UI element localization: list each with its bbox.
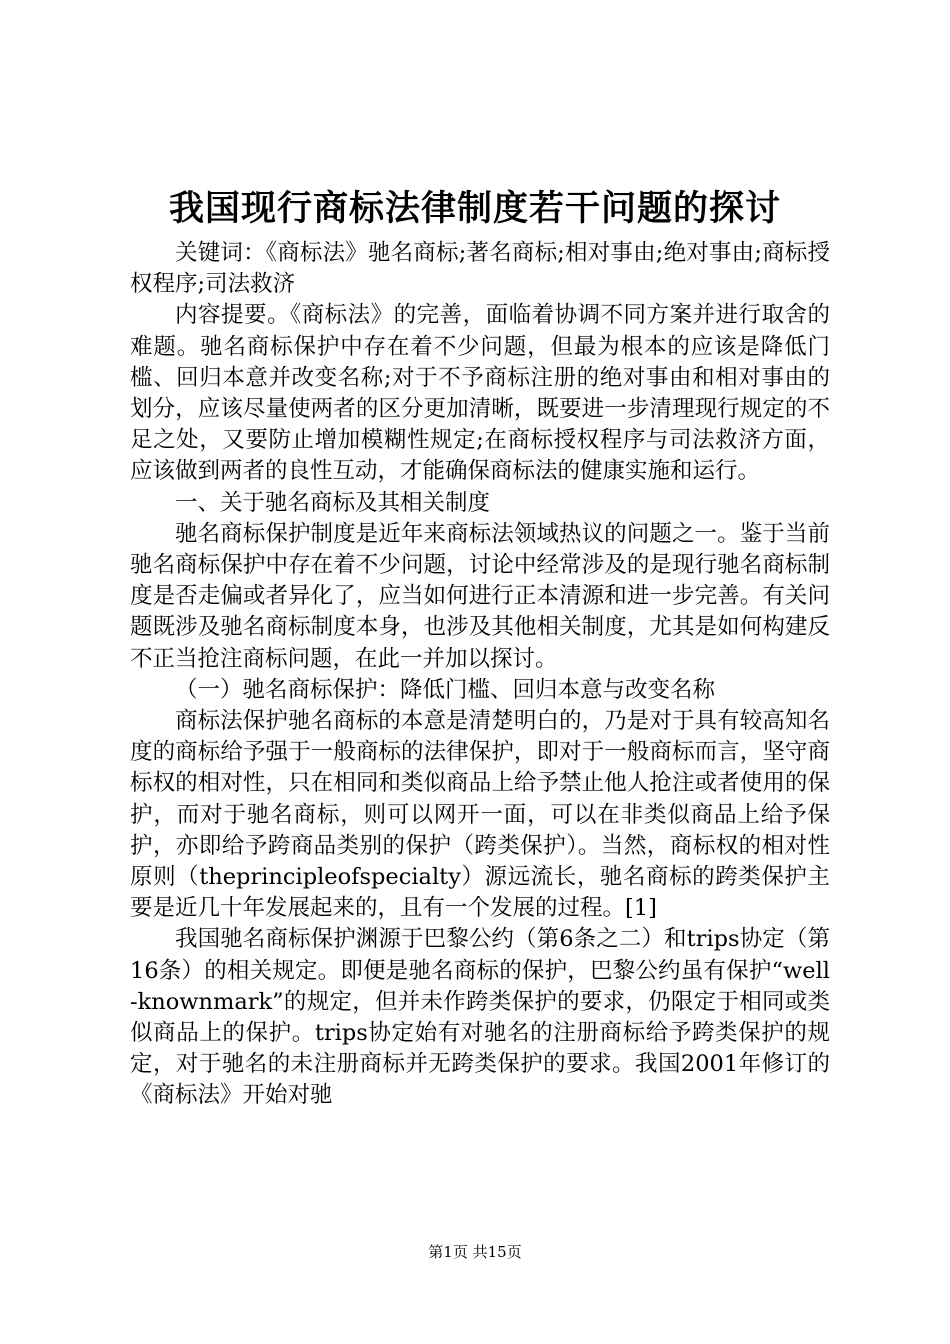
section-heading: 一、关于驰名商标及其相关制度 [175, 489, 491, 516]
keywords-paragraph: 关键词：《商标法》驰名商标;著名商标;相对事由;绝对事由;商标授权程序;司法救济 [130, 240, 830, 298]
abstract-paragraph: 内容提要。《商标法》的完善，面临着协调不同方案并进行取舍的难题。驰名商标保护中存在着不少问题，但最为根本的应该是降低门槛、回归本意并改变名称;对于不予商标注册的绝对事由和相对事由的划分，应该尽量使两者的区分更加清晰，既要进一步清理现行规定的不足之处，又要防止增加模糊性规定;在商标授权程序与司法救济方面，应该做到两者的良性互动，才能确保商标法的健康实施和运行。 [130, 302, 830, 485]
body-paragraph: 驰名商标保护制度是近年来商标法领域热议的问题之一。鉴于当前驰名商标保护中存在着不少问题，讨论中经常涉及的是现行驰名商标制度是否走偏或者异化了，应当如何进行正本清源和进一步完善。有关问题既涉及驰名商标制度本身，也涉及其他相关制度，尤其是如何构建反不正当抢注商标问题，在此一并加以探讨。 [130, 520, 830, 672]
body-paragraph: 我国驰名商标保护渊源于巴黎公约（第6条之二）和trips协定（第16条）的相关规定。即便是驰名商标的保护，巴黎公约虽有保护“well-knownmark”的规定，但并未作跨类保护的要求，仍限定于相同或类似商品上的保护。trips协定始有对驰名的注册商标给予跨类保护的规定，对于驰名的未注册商标并无跨类保护的要求。我国2001年修订的《商标法》开始对驰 [130, 926, 830, 1109]
document-title: 我国现行商标法律制度若干问题的探讨 [168, 188, 781, 229]
document-body [130, 238, 830, 1112]
page-footer: 第1页 共15页 [428, 1243, 522, 1261]
body-paragraph: 商标法保护驰名商标的本意是清楚明白的，乃是对于具有较高知名度的商标给予强于一般商标的法律保护，即对于一般商标而言，坚守商标权的相对性，只在相同和类似商品上给予禁止他人抢注或者使用的保护，而对于驰名商标，则可以网开一面，可以在非类似商品上给予保护，亦即给予跨商品类别的保护（跨类保护）。当然，商标权的相对性原则（theprincipleofspecialty）源远流长，驰名商标的跨类保护主要是近几十年发展起来的，且有一个发展的过程。[1] [130, 708, 830, 922]
subsection-heading: （一）驰名商标保护：降低门槛、回归本意与改变名称 [175, 676, 716, 703]
